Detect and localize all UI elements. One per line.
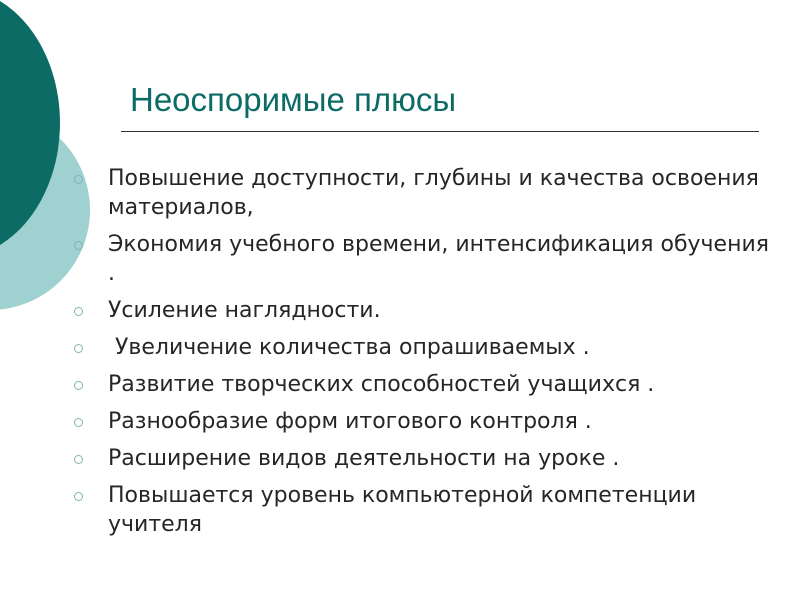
- bullet-text: Расширение видов деятельности на уроке .: [108, 446, 620, 471]
- slide-title: Неоспоримые плюсы: [130, 81, 457, 118]
- hollow-circle-icon: [74, 175, 83, 184]
- list-item: [72, 481, 772, 539]
- list-item: [72, 164, 772, 222]
- hollow-circle-icon: [74, 241, 83, 250]
- list-item: [72, 296, 772, 325]
- bullet-text: Повышение доступности, глубины и качества освоения материалов,: [108, 166, 766, 220]
- list-item: [72, 444, 772, 473]
- bullet-list: [72, 164, 776, 547]
- bullet-text: Разнообразие форм итогового контроля .: [108, 409, 592, 434]
- hollow-circle-icon: [74, 455, 83, 464]
- list-item: [72, 333, 772, 362]
- hollow-circle-icon: [74, 381, 83, 390]
- bullet-text: Развитие творческих способностей учащихся .: [108, 372, 655, 397]
- bullet-text: Усиление наглядности.: [108, 298, 381, 323]
- hollow-circle-icon: [74, 344, 83, 353]
- hollow-circle-icon: [74, 418, 83, 427]
- list-item: [72, 370, 772, 399]
- bullet-text: Увеличение количества опрашиваемых .: [108, 335, 590, 360]
- hollow-circle-icon: [74, 492, 83, 501]
- title-underline: [121, 131, 759, 132]
- bullet-text: Экономия учебного времени, интенсификация обучения .: [108, 232, 776, 286]
- list-item: [72, 407, 772, 436]
- list-item: [72, 230, 776, 288]
- hollow-circle-icon: [74, 307, 83, 316]
- bullet-text: Повышается уровень компьютерной компетенции учителя: [108, 483, 704, 537]
